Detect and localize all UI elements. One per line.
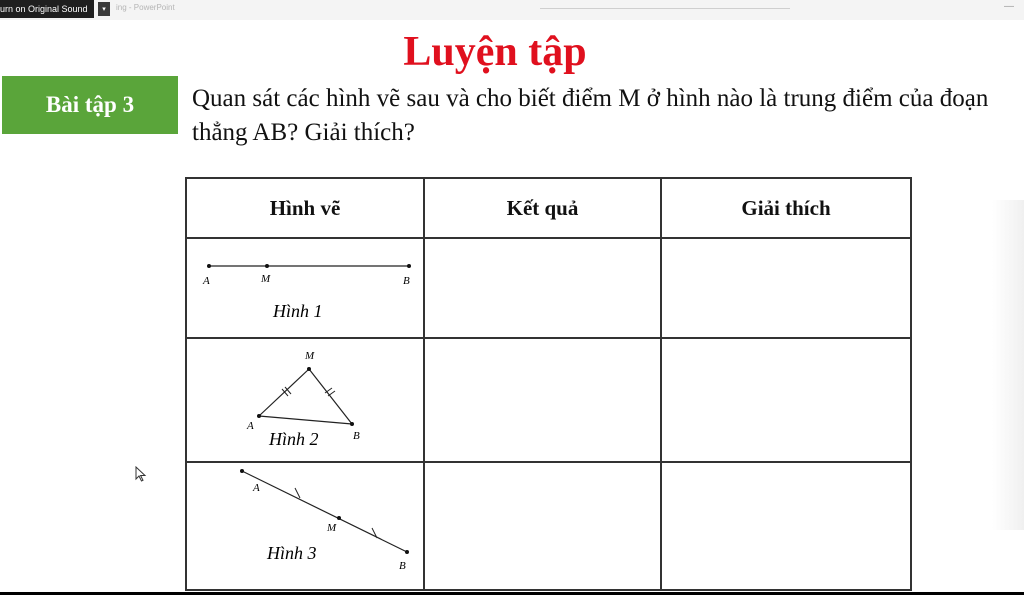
figure-2-diagram — [187, 339, 423, 461]
table-header-row — [186, 178, 911, 238]
figure-cell-1 — [186, 238, 424, 338]
slide-title: Luyện tập — [403, 29, 587, 75]
figure-cell-2 — [186, 338, 424, 462]
chevron-down-icon[interactable]: ▾ — [98, 2, 110, 16]
app-title: ing - PowerPoint — [116, 3, 175, 12]
table-row — [186, 462, 911, 590]
explanation-cell-2[interactable] — [661, 338, 911, 462]
header-figure: Hình vẽ — [186, 178, 424, 238]
result-cell-3[interactable] — [424, 462, 661, 590]
point-label-a: A — [253, 482, 260, 494]
point-label-m: M — [261, 273, 271, 285]
explanation-cell-3[interactable] — [661, 462, 911, 590]
slide-bottom-border — [0, 592, 1024, 595]
point-label-m: M — [305, 350, 315, 362]
table-row — [186, 338, 911, 462]
figure-cell-3 — [186, 462, 424, 590]
minimize-icon[interactable]: — — [1004, 1, 1014, 12]
background-shadow — [992, 200, 1024, 530]
header-result: Kết quả — [424, 178, 661, 238]
figure-caption: Hình 2 — [269, 429, 319, 449]
titlebar-divider — [540, 8, 790, 9]
figure-caption: Hình 3 — [267, 543, 317, 563]
exercise-badge: Bài tập 3 — [2, 76, 178, 134]
explanation-cell-1[interactable] — [661, 238, 911, 338]
point-label-a: A — [247, 420, 254, 432]
result-cell-2[interactable] — [424, 338, 661, 462]
point-label-b: B — [353, 430, 360, 442]
zoom-sound-button[interactable]: urn on Original Sound — [0, 0, 94, 18]
exercise-table — [185, 177, 912, 591]
figure-caption: Hình 1 — [273, 301, 323, 321]
result-cell-1[interactable] — [424, 238, 661, 338]
point-label-b: B — [399, 560, 406, 572]
header-explanation: Giải thích — [661, 178, 911, 238]
window-titlebar — [0, 0, 1024, 20]
figure-1-diagram — [187, 239, 423, 337]
point-label-b: B — [403, 275, 410, 287]
question-text: Quan sát các hình vẽ sau và cho biết điểm M ở hình nào là trung điểm của đoạn thẳng AB? Giải thích? — [192, 85, 989, 146]
figure-3-diagram — [187, 463, 423, 589]
table-row — [186, 238, 911, 338]
point-label-m: M — [327, 522, 337, 534]
mouse-pointer-icon — [135, 466, 147, 482]
point-label-a: A — [203, 275, 210, 287]
